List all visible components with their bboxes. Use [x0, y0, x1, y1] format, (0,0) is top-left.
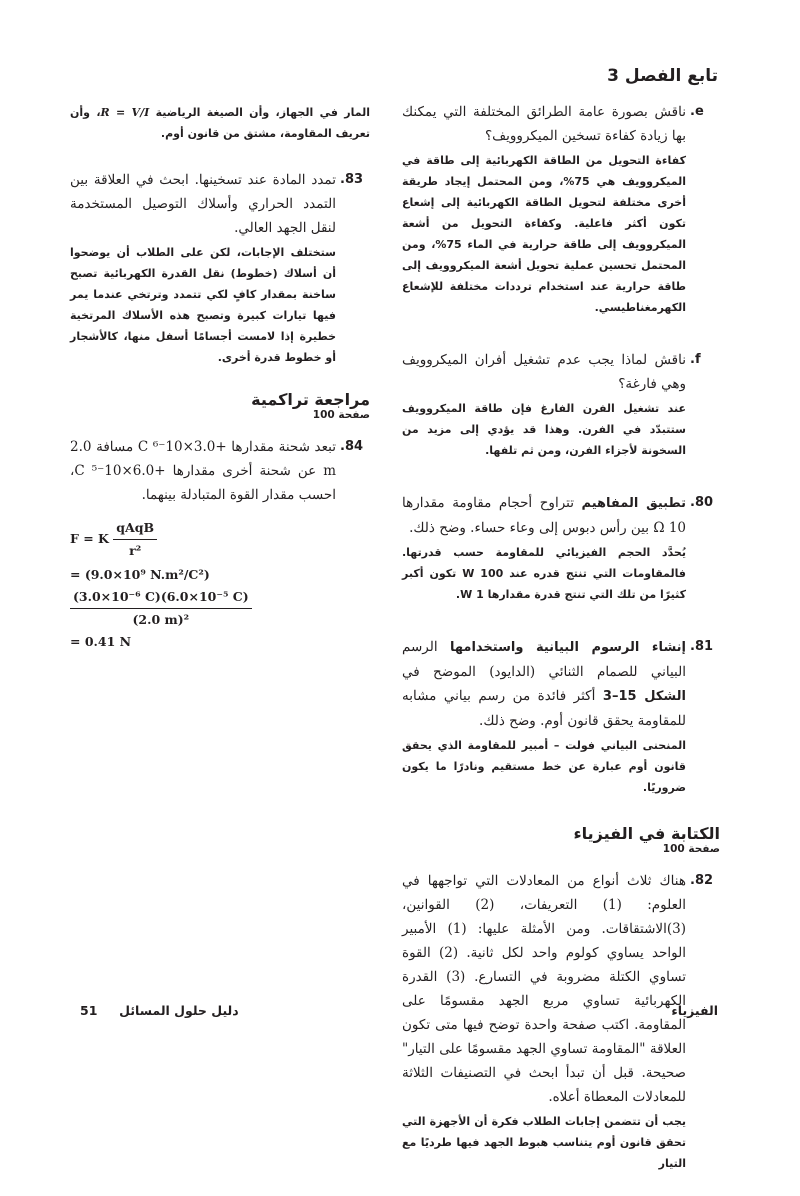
answer-text: ستختلف الإجابات، لكن على الطلاب أن يوضحوا أن أسلاك (خطوط) نقل القدرة الكهربائية تصبح ساخنة بمقدار كافٍ لكي تتمدد وترتخي عندما يمر فيها تيارات كبيرة وتصبح هذه الأسلاك المرتخية خطيرة إذا لامست أجسامًا أسفل منها، كالأشجار أو خطوط قدرة أخرى. [70, 246, 336, 364]
answer-text: وأن تعريف المقاومة، مشتق من قانون أوم. [70, 106, 370, 140]
left-column [70, 100, 370, 653]
formula-lhs: F = K [70, 531, 109, 546]
footer-guide [80, 1003, 239, 1018]
coulomb-formula [70, 517, 370, 653]
formula-line-3: = 0.41 N [70, 634, 132, 649]
answer-text: عند تشغيل الفرن الفارغ فإن طاقة الميكروويف ستتبدّد في الفرن. وهذا قد يؤدي إلى مزيد من السخونة لأجزاء الفرن، ومن ثم تلفها. [402, 402, 686, 457]
page-footer [80, 1003, 718, 1023]
footer-guide-title: دليل حلول المسائل [119, 1003, 239, 1018]
section-title: مراجعة تراكمية [251, 390, 370, 409]
question-number: 84. [340, 439, 364, 454]
question-81 [402, 635, 720, 798]
question-lead: إنشاء الرسوم البيانية واستخدامها [449, 640, 687, 655]
question-text: تبعد شحنة مقدارها +3.0×10⁻⁶ C مسافة 2.0 m عن شحنة أخرى مقدارها +6.0×10⁻⁵ C، احسب مقدار القوة المتبادلة بينهما. [70, 439, 336, 503]
answer-text: المنحنى البياني فولت – أمبير للمقاومة الذي يحقق قانون أوم عبارة عن خط مستقيم ونادرًا ما يكون ضروريًا. [402, 739, 686, 794]
fraction-denominator: (2.0 m)² [132, 612, 190, 627]
fraction [113, 517, 157, 562]
question-number: 80. [690, 495, 714, 510]
section-page: صفحة 100 [312, 409, 370, 421]
formula-line-2 [70, 564, 370, 631]
question-80 [402, 491, 720, 605]
formula-line-1 [70, 517, 370, 562]
question-83 [70, 168, 370, 368]
answer-text: كفاءة التحويل من الطاقة الكهربائية إلى طاقة في الميكروويف هي 75%، ومن المحتمل إيجاد طريقة أخرى مختلفة لتحويل الطاقة الكهربائية إلى إشعاع تكون أكثر فاعلية. وكفاءة التحويل من أشعة الميكروويف إلى طاقة حرارية في الماء 75%، ومن المحتمل تحسين عملية تحويل أشعة الميكروويف إلى طاقة حرارية عند استخدام ترددات مختلفة للإشعاع الكهرمغناطيسي. [402, 154, 687, 314]
writing-section-header [402, 824, 720, 855]
question-body: أكثر فائدة من رسم بياني مشابه للمقاومة يحقق قانون أوم. وضح ذلك. [402, 688, 686, 729]
question-number: e. [690, 104, 704, 119]
question-lead: تطبيق المفاهيم [581, 496, 686, 511]
answer-text: يجب أن تتضمن إجابات الطلاب فكرة أن الأجهزة التي تحقق قانون أوم يتناسب هبوط الجهد فيها طرديًا مع التيار [402, 1115, 686, 1170]
question-text [402, 491, 686, 540]
question-text: ناقش لماذا يجب عدم تشغيل أفران الميكروويف وهي فارغة؟ [402, 352, 686, 392]
page-number: 51 [80, 1003, 98, 1018]
question-number: 83. [340, 172, 364, 187]
question-text: هناك ثلاث أنواع من المعادلات التي تواجهها في العلوم: (1) التعريفات، (2) القوانين، (3)الاشتقاقات. ومن الأمثلة عليها: (1) الأمبير الواحد يساوي كولوم واحد لكل ثانية. (2) القوة تساوي الكتلة مضروبة في التسارع. (3) القدرة الكهربائية تساوي مربع الجهد مقسومًا على المقاومة. اكتب صفحة واحدة توضح فيها متى تكون العلاقة "المقاومة تساوي الجهد مقسومًا على التيار" صحيحة. قبل أن تبدأ ابحث في التصنيفات الثلاثة للمعادلات المعطاة أعلاه. [402, 873, 687, 1105]
question-number: f. [690, 352, 701, 367]
question-text: تمدد المادة عند تسخينها. ابحث في العلاقة بين التمدد الحراري وأسلاك التوصيل المستخدمة لنقل الجهد العالي. [70, 172, 336, 236]
section-page: صفحة 100 [662, 843, 720, 855]
question-e [402, 100, 720, 318]
answer-text: يُحدَّد الحجم الفيزيائي للمقاومة حسب قدرتها. فالمقاومات التي تنتج قدره عند 100 W تكون أكبر كثيرًا من تلك التي تنتج قدرة مقدارها 1 W. [402, 546, 686, 601]
question-text: ناقش بصورة عامة الطرائق المختلفة التي يمكنك بها زيادة كفاءة تسخين الميكروويف؟ [402, 104, 686, 144]
fraction-denominator: r² [129, 543, 142, 558]
fraction-numerator: (3.0×10⁻⁶ C)(6.0×10⁻⁵ C) [70, 586, 252, 609]
question-text [402, 635, 686, 733]
fraction-numerator: qAqB [113, 517, 157, 540]
answer-text: المار في الجهاز، وأن الصيغة الرياضية [155, 106, 370, 119]
review-section-header [70, 390, 370, 421]
question-84 [70, 435, 370, 507]
figure-reference: الشكل 15–3 [602, 689, 686, 704]
section-title: الكتابة في الفيزياء [573, 824, 720, 843]
question-f [402, 348, 720, 461]
question-body: تتراوح أحجام مقاومة مقدارها 10 Ω بين رأس دبوس إلى وعاء حساء. وضح ذلك. [402, 495, 686, 536]
question-body: الرسم البياني للصمام الثنائي (الدايود) الموضح في [402, 639, 686, 680]
question-number: 81. [690, 639, 714, 654]
chapter-title: تابع الفصل 3 [607, 66, 718, 86]
answer-continuation: المار في الجهاز، وأن الصيغة الرياضية R = V/I، وأن تعريف المقاومة، مشتق من قانون أوم. [70, 106, 370, 140]
inline-formula: R = V/I [100, 106, 150, 119]
fraction [70, 586, 252, 631]
formula-constant: = (9.0×10⁹ N.m²/C²) [70, 567, 210, 582]
question-number: 82. [690, 873, 714, 888]
footer-subject: الفيزياء [671, 1003, 718, 1018]
right-column [402, 100, 720, 1196]
